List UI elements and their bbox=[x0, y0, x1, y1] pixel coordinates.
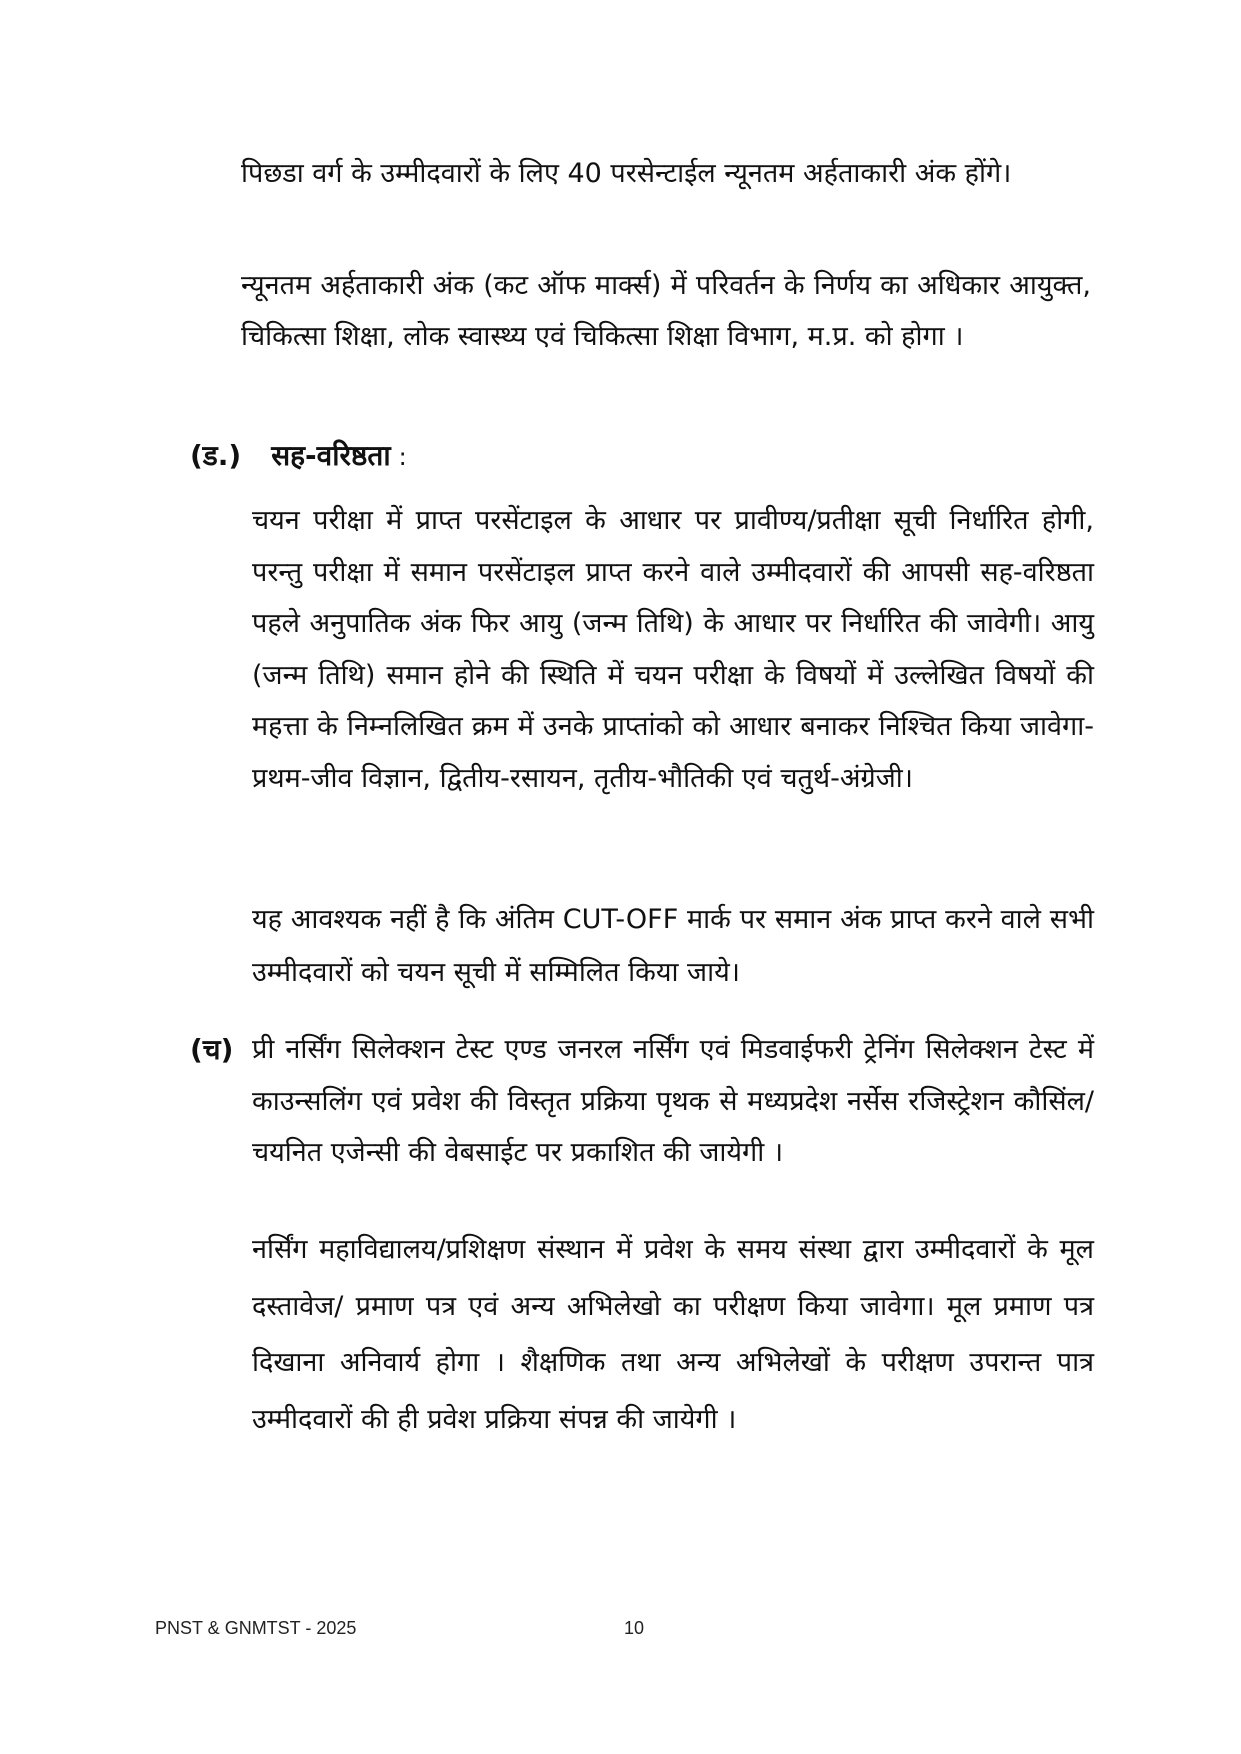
paragraph-cutoff-authority: न्यूनतम अर्हताकारी अंक (कट ऑफ मार्क्स) में परिवर्तन के निर्णय का अधिकार आयुक्त, चिकित्सा शिक्षा, लोक स्वास्थ्य एवं चिकित्सा शिक्षा विभाग, म.प्र. को होगा । bbox=[241, 270, 1091, 352]
footer-label: PNST & GNMTST - 2025 bbox=[155, 1618, 357, 1638]
section-e-title: सह-वरिष्ठता bbox=[271, 439, 391, 472]
paragraph-obc-cutoff: पिछडा वर्ग के उम्मीदवारों के लिए 40 परसेन्टाईल न्यूनतम अर्हताकारी अंक होंगे। bbox=[241, 158, 1012, 189]
paragraph-document-verification: नर्सिंग महाविद्यालय/प्रशिक्षण संस्थान में प्रवेश के समय संस्था द्वारा उम्मीदवारों के मूल दस्तावेज/ प्रमाण पत्र एवं अन्य अभिलेखो का परीक्षण किया जावेगा। मूल प्रमाण पत्र दिखाना अनिवार्य होगा । शैक्षणिक तथा अन्य अभिलेखों के परीक्षण उपरान्त पात्र उम्मीदवारों की ही प्रवेश प्रक्रिया संपन्न की जायेगी । bbox=[252, 1234, 1094, 1435]
section-e-heading bbox=[190, 436, 407, 477]
page-number: 10 bbox=[624, 1618, 645, 1638]
section-f-marker: (च) bbox=[190, 1033, 234, 1066]
paragraph-cutoff-note: यह आवश्यक नहीं है कि अंतिम CUT-OFF मार्क पर समान अंक प्राप्त करने वाले सभी उम्मीदवारों को चयन सूची में सम्मिलित किया जाये। bbox=[252, 904, 1094, 988]
paragraph-counselling-process: प्री नर्सिंग सिलेक्शन टेस्ट एण्ड जनरल नर्सिंग एवं मिडवाईफरी ट्रेनिंग सिलेक्शन टेस्ट में काउन्सलिंग एवं प्रवेश की विस्तृत प्रक्रिया पृथक से मध्यप्रदेश नर्सेस रजिस्ट्रेशन कौसिंल/ चयनित एजेन्सी की वेबसाईट पर प्रकाशित की जायेगी । bbox=[252, 1034, 1094, 1168]
section-e-colon: : bbox=[398, 443, 407, 471]
section-e-marker: (ड.) bbox=[190, 439, 242, 472]
paragraph-co-seniority: चयन परीक्षा में प्राप्त परसेंटाइल के आधार पर प्रावीण्य/प्रतीक्षा सूची निर्धारित होगी, परन्तु परीक्षा में समान परसेंटाइल प्राप्त करने वाले उम्मीदवारों की आपसी सह-वरिष्ठता पहले अनुपातिक अंक फिर आयु (जन्म तिथि) के आधार पर निर्धारित की जावेगी। आयु (जन्म तिथि) समान होने की स्थिति में चयन परीक्षा के विषयों में उल्लेखित विषयों की महत्ता के निम्नलिखित क्रम में उनके प्राप्तांको को आधार बनाकर निश्चित किया जावेगा- प्रथम-जीव विज्ञान, द्वितीय-रसायन, तृतीय-भौतिकी एवं चतुर्थ-अंग्रेजी। bbox=[252, 505, 1095, 794]
